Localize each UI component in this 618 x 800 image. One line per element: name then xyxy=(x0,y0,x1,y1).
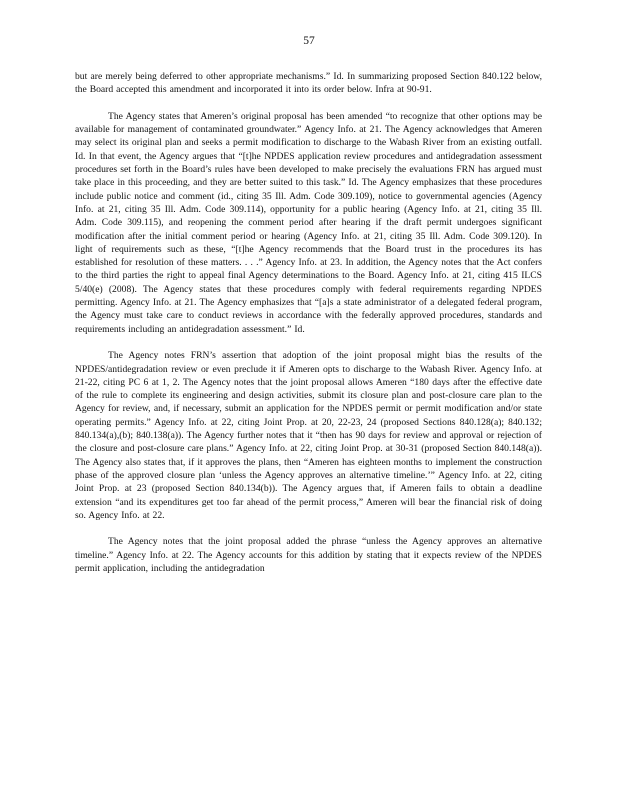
paragraph-agency-statement: The Agency states that Ameren’s original proposal has been amended “to recognize that other options may be available for management of contaminated groundwater.” Agency Info. at 21. The Agency acknowledges that Ameren may select its original plan and seeks a permit modification to discharge to the Wabash River from an existing outfall. Id. In that event, the Agency argues that “[t]he NPDES application review procedures and antidegradation assessment procedures set forth in the Board’s rules have been developed to make precisely the evaluations FRN has argued must take place in this proceeding, and they are better suited to this task.” Id. The Agency emphasizes that these procedures include public notice and comment (id., citing 35 Ill. Adm. Code 309.109), notice to governmental agencies (Agency Info. at 21, citing 35 Ill. Adm. Code 309.114), opportunity for a public hearing (Agency Info. at 21, citing 35 Ill. Adm. Code 309.115), and reopening the comment period after hearing if the draft permit undergoes significant modification after the initial comment period or hearing (Agency Info. at 21, citing 35 Ill. Adm. Code 309.120). In light of requirements such as these, “[t]he Agency recommends that the Board trust in the procedures its has established for resolution of these matters. . . .” Agency Info. at 23. In addition, the Agency notes that the Act confers to the third parties the right to appeal final Agency determinations to the Board. Agency Info. at 21, citing 415 ILCS 5/40(e) (2008). The Agency states that these procedures comply with federal requirements regarding NPDES permitting. Agency Info. at 21. The Agency emphasizes that “[a]s a state administrator of a delegated federal program, the Agency must take care to conduct reviews in accordance with the federally approved procedures, standards and requirements including an antidegradation assessment.” Id. xyxy=(75,110,542,335)
paragraph-alternative-timeline: The Agency notes that the joint proposal added the phrase “unless the Agency approves an alternative timeline.” Agency Info. at 22. The Agency accounts for this addition by stating that it expects review of the NPDES permit application, including the antidegradation xyxy=(75,536,542,574)
page-number: 57 xyxy=(303,35,315,47)
paragraph-frn-assertion: The Agency notes FRN’s assertion that adoption of the joint proposal might bias the results of the NPDES/antidegradation review or even preclude it if Ameren opts to discharge to the Wabash River. Agency Info. at 21-22, citing PC 6 at 1, 2. The Agency notes that the joint proposal allows Ameren “180 days after the effective date of the rule to complete its engineering and design activities, submit its closure plan and post-closure care plan to the Agency for review, and, if necessary, submit an application for the NPDES permit or permit modification and/or state operating permits.” Agency Info. at 22, citing Joint Prop. at 20, 22-23, 24 (proposed Sections 840.128(a); 840.132; 840.134(a),(b); 840.138(a)). The Agency further notes that it “then has 90 days for review and approval or rejection of the closure and post-closure care plans.” Agency Info. at 22, citing Joint Prop. at 30-31 (proposed Section 840.148(a)). The Agency also states that, if it approves the plans, then “Ameren has eighteen months to implement the construction phase of the approved closure plan ‘unless the Agency approves an alternative timeline.’” Agency Info. at 22, citing Joint Prop. at 23 (proposed Section 840.134(b)). The Agency argues that, if Ameren fails to obtain a deadline extension “and its expenditures get too far ahead of the permit process,” Ameren will bear the financial risk of doing so. Agency Info. at 22. xyxy=(75,350,542,521)
body-text xyxy=(75,70,542,589)
paragraph-continuation: but are merely being deferred to other appropriate mechanisms.” Id. In summarizing proposed Section 840.122 below, the Board accepted this amendment and incorporated it into its order below. Infra at 90-91. xyxy=(75,71,542,96)
